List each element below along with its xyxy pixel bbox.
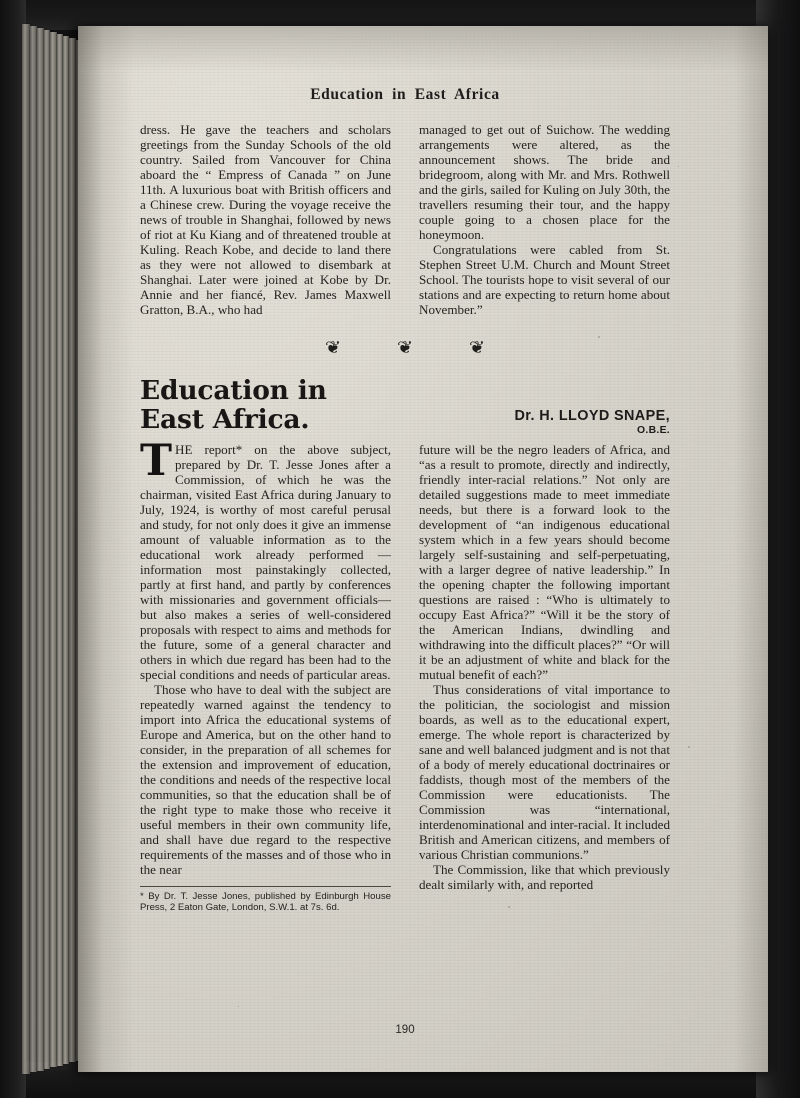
paper-speck	[678, 166, 679, 167]
fleuron-icon: ❦	[324, 338, 341, 357]
paper-speck	[418, 586, 419, 587]
fleuron-icon: ❦	[469, 338, 486, 357]
footnote-block	[140, 886, 391, 914]
paper-speck	[508, 906, 510, 908]
page-right-shading	[734, 26, 768, 1072]
binding-gutter-shadow	[78, 26, 134, 1072]
article-left-text	[140, 436, 391, 877]
footnote-text: * By Dr. T. Jesse Jones, published by Edinburgh House Press, 2 Eaton Gate, London, S.W.1. at 7s. 6d.	[140, 891, 391, 914]
top-article-columns	[140, 122, 670, 317]
paper-speck	[378, 122, 379, 123]
ornament-divider	[140, 339, 670, 356]
paper-speck	[688, 746, 690, 748]
paragraph: Those who have to deal with the subject are repeatedly warned against the tendency to import into Africa the educational systems of Europe and America, but on the other hand to consider, in the preparation of all schemes for the extension and improvement of education, the conditions and needs of the respective local communities, so that the education shall be of the right type to make those who receive it useful members in their own community life, and shall have due regard to the respective requirements of the masses and of those who in the near	[140, 682, 391, 877]
page-top-shading	[78, 26, 768, 72]
paragraph: managed to get out of Suichow. The wedding arrangements were altered, as the announcement shows. The bride and bridegroom, along with Mr. and Mrs. Rothwell and the girls, sailed for Kuling on July 30th, the travellers resuming their tour, and the happy couple going to a chosen place for the honeymoon.	[419, 122, 670, 242]
top-column-right	[419, 122, 670, 317]
author-name: Dr. H. LLOYD SNAPE,	[514, 408, 670, 424]
article-columns	[140, 436, 670, 914]
article-byline-block	[419, 376, 670, 436]
drop-cap: T	[140, 436, 172, 486]
page-content	[140, 86, 670, 1036]
page-edge-leaf	[30, 26, 37, 1072]
paper-speck	[328, 456, 329, 457]
paragraph-text: HE report* on the above subject, prepared by Dr. T. Jesse Jones after a Commission, of which he was the chairman, visited East Africa during January to July, 1924, is worthy of most careful perusal and study, for not only does it give an immense amount of valuable information as to the educational work already performed — information most painstakingly collected, partly at first hand, and partly by conferences with missionaries and government officials—but also makes a series of well-considered proposals with respect to aims and methods for the future, some of a general character and others in which due regard has been had to the special conditions and needs of particular areas.	[140, 442, 391, 682]
page-edge-leaf	[69, 38, 76, 1062]
article-column-right	[419, 442, 670, 914]
page-edge-leaf	[50, 32, 57, 1067]
paragraph-with-dropcap	[140, 436, 391, 682]
top-left-text	[140, 122, 391, 317]
article-title-line-2: East Africa.	[140, 404, 310, 435]
page-stack-edges	[22, 24, 82, 1074]
paper-speck	[598, 336, 600, 338]
article-title	[140, 376, 391, 434]
paragraph: Congratulations were cabled from St. Stephen Street U.M. Church and Mount Street School. The tourists hope to visit several of our stations and are expecting to return home about November.”	[419, 242, 670, 317]
running-head: Education in East Africa	[310, 86, 500, 103]
fleuron-icon: ❦	[396, 338, 414, 357]
page-number: 190	[395, 1024, 415, 1036]
paper-speck	[163, 666, 164, 667]
author-honours: O.B.E.	[637, 425, 670, 436]
page-edge-leaf	[37, 28, 44, 1071]
page-sheet	[78, 26, 768, 1072]
article-title-line-1: Education in	[140, 375, 327, 406]
paragraph: dress. He gave the teachers and scholars greetings from the Sunday Schools of the old country. Sailed from Vancouver for China aboard the “ Empress of Canada ” on June 11th. A luxurious boat with British officers and a Chinese crew. During the voyage receive the news of trouble in Shanghai, followed by news of riot at Ku Kiang and of threatened trouble at Kuling. Reach Kobe, and decide to land there as they were not allowed to disembark at Shanghai. Later were joined at Kobe by Dr. Annie and her fiancé, Rev. James Maxwell Gratton, B.A., who had	[140, 122, 391, 317]
paper-speck	[238, 1006, 239, 1007]
article-right-text	[419, 442, 670, 892]
article-header	[140, 376, 670, 436]
top-right-text	[419, 122, 670, 317]
paragraph: The Commission, like that which previously dealt similarly with, and reported	[419, 862, 670, 892]
top-column-left	[140, 122, 391, 317]
paragraph: Thus considerations of vital importance to the politician, the sociologist and mission boards, as well as to the educational expert, emerge. The whole report is characterized by sane and well balanced judgment and is not that of a body of merely educational doctrinaires or faddists, though most of the members of the Commission were educationists. The Commission was “international, interdenominational and inter-racial. It included British and American citizens, and members of various Christian communions.”	[419, 682, 670, 862]
paragraph: future will be the negro leaders of Africa, and “as a result to promote, directly and indirectly, friendly inter-racial relations.” Not only are detailed suggestions made to meet immediate needs, but there is a forward look to the development of “an indigenous educational system which in a few years should become largely self-sustaining and self-perpetuating, with a larger degree of native leadership.” In the opening chapter the following important questions are raised : “Who is ultimately to occupy East Africa?” “Will it be the story of the American Indians, dwindling and withdrawing into the difficult places?” “Or will it be an adjustment of white and black for the mutual benefit of each?”	[419, 442, 670, 682]
paper-speck	[198, 166, 200, 168]
page-edge-leaf	[22, 24, 30, 1074]
footnote-rule	[140, 886, 391, 887]
article-column-left	[140, 436, 391, 914]
